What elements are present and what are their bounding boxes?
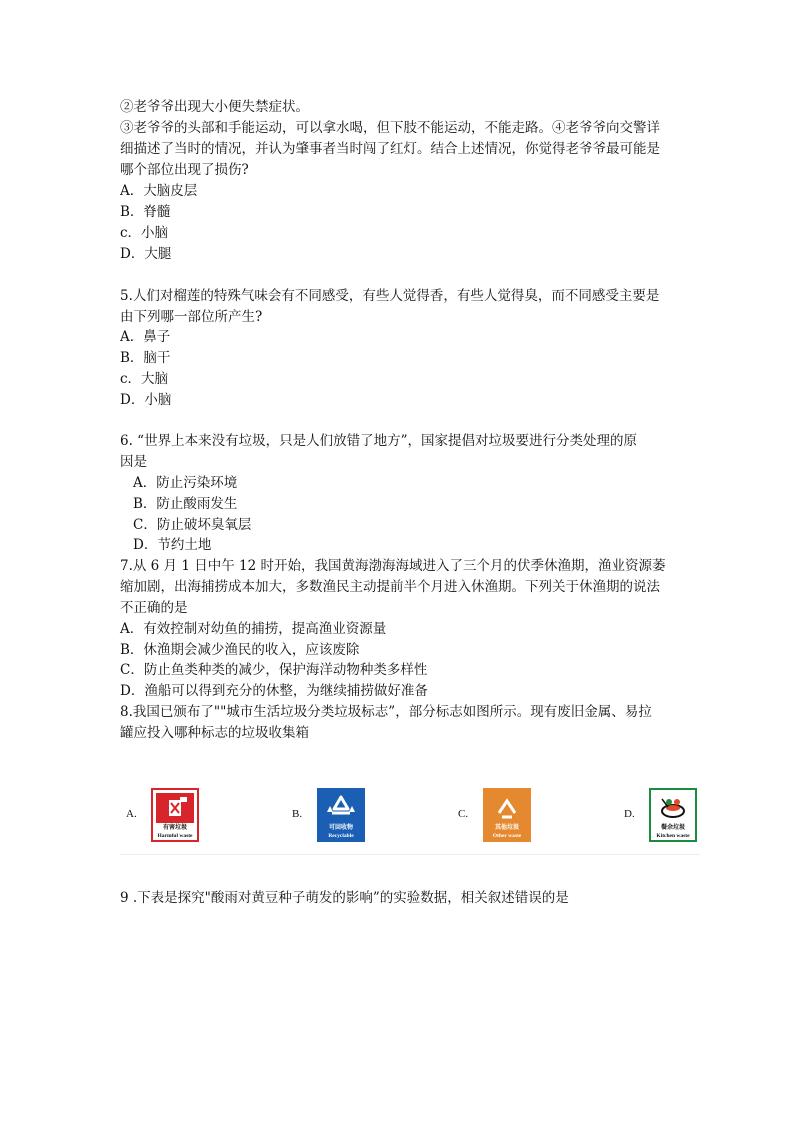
q6-option-c: C．防止破坏臭氧层 bbox=[133, 517, 252, 533]
q7-option-b: B．休渔期会减少渔民的收入，应该废除 bbox=[120, 642, 360, 658]
question-6-line1: 6. “世界上本来没有垃圾，只是人们放错了地方”，国家提倡对垃圾要进行分类处理的原 bbox=[120, 433, 637, 449]
q5-option-d: D．小脑 bbox=[120, 392, 172, 408]
symptom-3-4-line1: ③老爷爷的头部和手能运动，可以拿水喝，但下肢不能运动，不能走路。④老爷爷向交警详 bbox=[120, 120, 660, 136]
question-7-line1: 7.从 6 月 1 日中午 12 时开始，我国黄海渤海海域进入了三个月的伏季休渔期，渔业资源萎 bbox=[120, 558, 666, 574]
q5-option-a: A．鼻子 bbox=[120, 329, 171, 345]
q4-option-c: c．小脑 bbox=[120, 225, 169, 241]
question-8-line2: 罐应投入哪种标志的垃圾收集箱 bbox=[120, 725, 309, 741]
q4-option-d: D．大腿 bbox=[120, 246, 172, 262]
sign-b-letter: B. bbox=[292, 808, 303, 820]
other-waste-cn: 其他垃圾 bbox=[494, 824, 519, 831]
q5-option-b: B．脑干 bbox=[120, 350, 171, 366]
symptom-2: ②老爷爷出现大小便失禁症状。 bbox=[120, 99, 309, 115]
other-waste-sign bbox=[483, 788, 531, 842]
question-5-line2: 由下列哪一部位所产生? bbox=[120, 309, 263, 325]
kitchen-waste-en: Kitchen waste bbox=[656, 833, 690, 839]
harmful-waste-en: Harmful waste bbox=[157, 833, 193, 839]
question-9-line1: 9 .下表是探究"酸雨对黄豆种子萌发的影响”的实验数据，相关叙述错误的是 bbox=[120, 890, 569, 906]
question-6-line2: 因是 bbox=[120, 454, 147, 470]
recyclable-cn: 可回收物 bbox=[328, 824, 353, 831]
q6-option-b: B．防止酸雨发生 bbox=[133, 496, 238, 512]
q7-option-d: D．渔船可以得到充分的休整，为继续捕捞做好准备 bbox=[120, 683, 428, 699]
question-4-stem-end: 哪个部位出现了损伤? bbox=[120, 162, 249, 178]
q5-option-c: c．大脑 bbox=[120, 371, 169, 387]
sign-d-letter: D. bbox=[624, 808, 635, 820]
harmful-waste-sign bbox=[151, 788, 199, 842]
recyclable-sign bbox=[317, 788, 365, 842]
q4-option-b: B．脊髓 bbox=[120, 204, 171, 220]
sign-a-letter: A. bbox=[126, 808, 137, 820]
symptom-3-4-line2: 细描述了当时的情况，并认为肇事者当时闯了红灯。结合上述情况，你觉得老爷爷最可能是 bbox=[120, 141, 660, 157]
q4-option-a: A．大脑皮层 bbox=[120, 183, 198, 199]
waste-sign-figure bbox=[120, 786, 700, 856]
other-waste-en: Other waste bbox=[492, 833, 522, 839]
harmful-waste-icon bbox=[156, 793, 194, 823]
other-waste-icon bbox=[488, 793, 526, 823]
q7-option-a: A．有效控制对幼鱼的捕捞，提高渔业资源量 bbox=[120, 621, 387, 637]
q7-option-c: C．防止鱼类种类的减少，保护海洋动物种类多样性 bbox=[120, 662, 428, 678]
recycle-icon bbox=[322, 793, 360, 823]
kitchen-waste-icon bbox=[654, 793, 692, 823]
figure-divider bbox=[120, 854, 700, 855]
harmful-waste-cn: 有害垃圾 bbox=[162, 824, 187, 831]
question-7-line3: 不正确的是 bbox=[120, 600, 188, 616]
question-8-line1: 8.我国已颁布了""城市生活垃圾分类垃圾标志”，部分标志如图所示。现有废旧金属、易拉 bbox=[120, 704, 652, 720]
kitchen-waste-sign bbox=[649, 788, 697, 842]
question-5-line1: 5.人们对榴莲的特殊气味会有不同感受，有些人觉得香，有些人觉得臭，而不同感受主要是 bbox=[120, 288, 660, 304]
q6-option-d: D．节约土地 bbox=[133, 537, 212, 553]
sign-c-letter: C. bbox=[458, 808, 469, 820]
recyclable-en: Recyclable bbox=[328, 833, 354, 839]
kitchen-waste-cn: 餐余垃圾 bbox=[660, 824, 685, 831]
q6-option-a: A．防止污染环境 bbox=[133, 475, 238, 491]
question-7-line2: 缩加剧，出海捕捞成本加大，多数渔民主动提前半个月进入休渔期。下列关于休渔期的说法 bbox=[120, 579, 660, 595]
